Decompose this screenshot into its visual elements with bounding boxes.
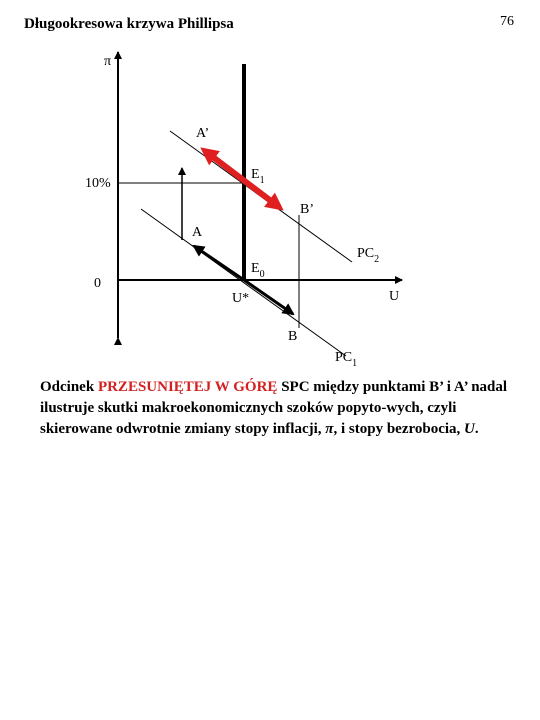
move-to-b-arrow xyxy=(244,280,293,314)
tick-label-10: 10% xyxy=(85,176,111,191)
point-e0-label: $E_0$ xyxy=(251,261,265,280)
point-b-label: B xyxy=(288,329,298,344)
caption-part-2: SPC między punktami B’ i A’ nadal ilustruje skutki makroekonomicznych szoków popyto-wych, czyli skierowane odwrotnie zmiany stopy inflacji, xyxy=(40,379,508,437)
page-title: Długookresowa krzywa Phillipsa xyxy=(24,16,234,32)
caption-part-4: . xyxy=(474,421,479,437)
move-to-a-arrow xyxy=(194,246,244,280)
page-number: 76 xyxy=(500,14,514,29)
x-axis-label: U xyxy=(389,289,400,304)
caption-part-1: Odcinek xyxy=(40,379,98,395)
caption-text xyxy=(40,377,520,440)
caption-pi-symbol: π xyxy=(325,421,334,437)
tick-label-0: 0 xyxy=(94,276,101,291)
point-a-prime-label: A’ xyxy=(196,126,210,141)
caption-part-3: , i stopy bezrobocia, xyxy=(333,421,465,437)
point-b-prime-label: B’ xyxy=(300,202,314,217)
natural-rate-label: U* xyxy=(232,291,250,306)
caption-u-symbol: U xyxy=(464,421,475,437)
pc2-label: $PC_2$ xyxy=(357,246,380,265)
point-e1-label: $E_1$ xyxy=(251,167,265,186)
pc1-label: $PC_1$ xyxy=(335,350,358,369)
caption-highlight: PRZESUNIĘTEJ W GÓRĘ xyxy=(97,379,278,395)
y-axis-label: π xyxy=(104,54,112,69)
point-a-label: A xyxy=(192,225,203,240)
